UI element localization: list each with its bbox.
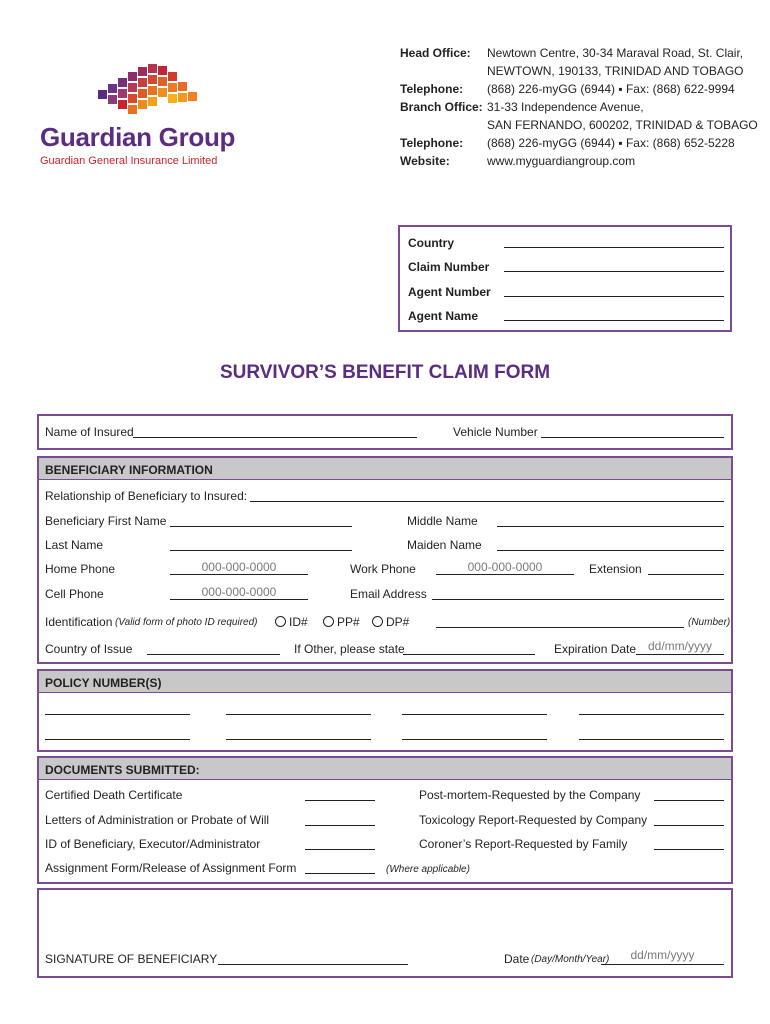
doc-death-certificate-field[interactable]	[305, 800, 375, 801]
doc-letters-administration-field[interactable]	[305, 825, 375, 826]
email-label: Email Address	[350, 587, 427, 601]
first-name-label: Beneficiary First Name	[45, 514, 167, 528]
beneficiary-header	[39, 458, 731, 480]
logo-mark-icon	[96, 62, 206, 122]
doc-toxicology-field[interactable]	[654, 825, 724, 826]
cell-phone-label: Cell Phone	[45, 587, 104, 601]
home-phone-label: Home Phone	[45, 562, 116, 576]
policy-number-field[interactable]	[45, 739, 190, 740]
work-phone-field[interactable]	[436, 574, 574, 575]
telephone-1: (868) 226-myGG (6944) ▪ Fax: (868) 622-9994	[487, 82, 735, 96]
policy-number-field[interactable]	[402, 739, 547, 740]
head-office-line-2: NEWTOWN, 190133, TRINIDAD AND TOBAGO	[487, 64, 744, 78]
pp-option-label: PP#	[337, 615, 360, 629]
relationship-label: Relationship of Beneficiary to Insured:	[45, 489, 248, 503]
documents-header-label: DOCUMENTS SUBMITTED:	[45, 763, 200, 777]
extension-label: Extension	[589, 562, 642, 576]
website-label: Website:	[400, 154, 450, 168]
telephone-2: (868) 226-myGG (6944) ▪ Fax: (868) 652-5228	[487, 136, 735, 150]
signature-date-label: Date	[504, 952, 530, 966]
middle-name-field[interactable]	[497, 526, 724, 527]
claim-number-field[interactable]	[504, 271, 724, 272]
id-option-label: ID#	[289, 615, 308, 629]
maiden-name-field[interactable]	[497, 550, 724, 551]
claim-number-label: Claim Number	[408, 260, 490, 274]
vehicle-number-label: Vehicle Number	[453, 425, 538, 439]
identification-note: (Valid form of photo ID required)	[115, 617, 258, 628]
policy-header-label: POLICY NUMBER(S)	[45, 676, 162, 690]
where-applicable-note: (Where applicable)	[386, 864, 470, 875]
signature-label: SIGNATURE OF BENEFICIARY	[45, 952, 218, 966]
expiration-date-label: Expiration Date	[554, 642, 637, 656]
identification-label: Identification	[45, 615, 113, 629]
country-of-issue-field[interactable]	[147, 654, 280, 655]
head-office-label: Head Office:	[400, 46, 471, 60]
insured-box	[37, 414, 733, 450]
relationship-field[interactable]	[250, 501, 724, 502]
logo-subtitle: Guardian General Insurance Limited	[40, 155, 218, 167]
agent-number-field[interactable]	[504, 296, 724, 297]
work-phone-placeholder: 000-000-0000	[467, 560, 543, 574]
documents-header	[39, 758, 731, 780]
id-radio[interactable]	[275, 616, 286, 627]
doc-id-beneficiary-field[interactable]	[305, 849, 375, 850]
policy-header	[39, 671, 731, 693]
expiration-date-placeholder: dd/mm/yyyy	[647, 639, 712, 653]
name-of-insured-label: Name of Insured	[45, 425, 134, 439]
policy-number-field[interactable]	[579, 714, 724, 715]
dp-option-label: DP#	[386, 615, 410, 629]
cell-phone-field[interactable]	[170, 599, 308, 600]
doc-death-certificate-label: Certified Death Certificate	[45, 788, 183, 802]
name-of-insured-field[interactable]	[133, 437, 417, 438]
logo-name: Guardian Group	[40, 122, 236, 152]
if-other-label: If Other, please state	[294, 642, 405, 656]
doc-coroner-field[interactable]	[654, 849, 724, 850]
telephone-label-1: Telephone:	[400, 82, 464, 96]
last-name-field[interactable]	[170, 550, 352, 551]
agent-number-label: Agent Number	[408, 285, 491, 299]
home-phone-placeholder: 000-000-0000	[201, 560, 277, 574]
doc-id-beneficiary-label: ID of Beneficiary, Executor/Administrator	[45, 837, 261, 851]
maiden-name-label: Maiden Name	[407, 538, 482, 552]
form-title: SURVIVOR’S BENEFIT CLAIM FORM	[219, 362, 551, 383]
policy-number-field[interactable]	[579, 739, 724, 740]
signature-date-placeholder: dd/mm/yyyy	[630, 948, 695, 962]
agent-name-field[interactable]	[504, 320, 724, 321]
country-of-issue-label: Country of Issue	[45, 642, 133, 656]
extension-field[interactable]	[648, 574, 724, 575]
beneficiary-header-label: BENEFICIARY INFORMATION	[45, 463, 213, 477]
logo	[38, 62, 238, 172]
cell-phone-placeholder: 000-000-0000	[201, 585, 277, 599]
number-note: (Number)	[688, 617, 731, 628]
id-number-field[interactable]	[436, 627, 684, 628]
doc-assignment-form-label: Assignment Form/Release of Assignment Form	[45, 861, 297, 875]
middle-name-label: Middle Name	[407, 514, 478, 528]
pp-radio[interactable]	[323, 616, 334, 627]
country-field[interactable]	[504, 247, 724, 248]
agent-name-label: Agent Name	[408, 309, 479, 323]
work-phone-label: Work Phone	[350, 562, 416, 576]
website: www.myguardiangroup.com	[487, 154, 636, 168]
policy-number-field[interactable]	[226, 714, 371, 715]
dp-radio[interactable]	[372, 616, 383, 627]
last-name-label: Last Name	[45, 538, 104, 552]
country-label: Country	[408, 236, 454, 250]
policy-number-field[interactable]	[45, 714, 190, 715]
signature-date-note: (Day/Month/Year)	[531, 954, 610, 965]
policy-number-field[interactable]	[226, 739, 371, 740]
head-office-line-1: Newtown Centre, 30-34 Maraval Road, St. Clair,	[487, 46, 744, 60]
first-name-field[interactable]	[170, 526, 352, 527]
home-phone-field[interactable]	[170, 574, 308, 575]
policy-number-field[interactable]	[402, 714, 547, 715]
doc-post-mortem-label: Post-mortem-Requested by the Company	[419, 788, 641, 802]
doc-coroner-label: Coroner’s Report-Requested by Family	[419, 837, 628, 851]
doc-toxicology-label: Toxicology Report-Requested by Company	[419, 813, 648, 827]
doc-assignment-form-field[interactable]	[305, 873, 375, 874]
if-other-field[interactable]	[403, 654, 535, 655]
vehicle-number-field[interactable]	[541, 437, 724, 438]
branch-office-label: Branch Office:	[400, 100, 483, 114]
expiration-date-field[interactable]	[636, 654, 724, 655]
signature-field[interactable]	[218, 964, 408, 965]
doc-post-mortem-field[interactable]	[654, 800, 724, 801]
email-field[interactable]	[432, 599, 724, 600]
telephone-label-2: Telephone:	[400, 136, 464, 150]
branch-office-line-1: 31-33 Independence Avenue,	[487, 100, 644, 114]
doc-letters-administration-label: Letters of Administration or Probate of Will	[45, 813, 270, 827]
signature-date-field[interactable]	[601, 964, 724, 965]
branch-office-line-2: SAN FERNANDO, 600202, TRINIDAD & TOBAGO	[487, 118, 758, 132]
beneficiary-section	[37, 456, 733, 664]
